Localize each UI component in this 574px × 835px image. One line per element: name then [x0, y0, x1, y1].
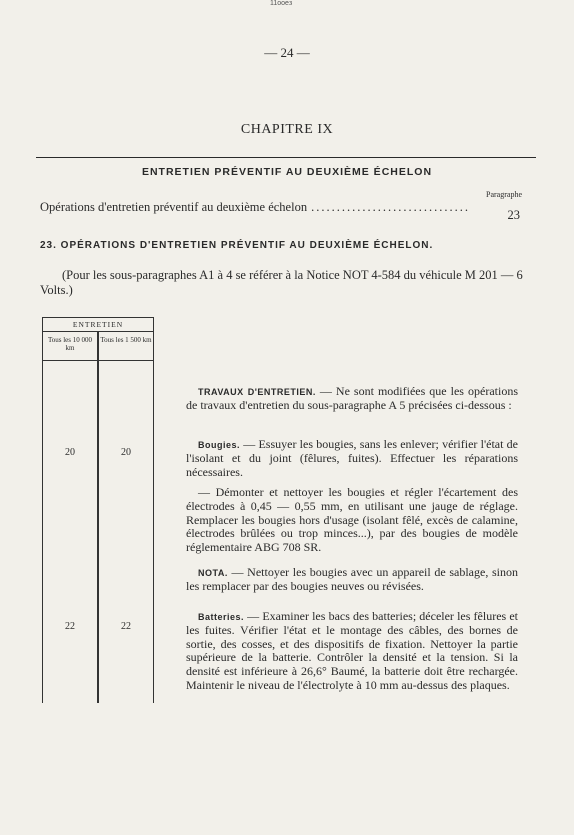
- page-top-mark: 11ooeз: [270, 0, 293, 7]
- chapter-title: CHAPITRE IX: [240, 122, 334, 137]
- travaux-paragraph: [186, 385, 518, 413]
- demonter-paragraph: — Démonter et nettoyer les bougies et régler l'écartement des électrodes à 0,45 — 0,55 mm, en utilisant une jauge de réglage. Remplacer les bougies hors d'usage (isolant fêlé, excès de calamine, électrodes brûlées ou trop minces...), par des bougies de modèle réglementaire ABG 708 SR.: [186, 485, 518, 555]
- toc-entry-text: Opérations d'entretien préventif au deuxième échelon: [40, 200, 308, 214]
- section-23-heading: 23. OPÉRATIONS D'ENTRETIEN PRÉVENTIF AU DEUXIÈME ÉCHELON.: [40, 240, 434, 251]
- batteries-label: Batteries.: [198, 612, 245, 622]
- batteries-paragraph: [186, 610, 518, 693]
- bougies-paragraph: [186, 438, 518, 479]
- maintenance-table: [42, 317, 154, 703]
- nota-label: NOTA.: [198, 568, 228, 578]
- toc-dots: ...............................: [311, 200, 470, 214]
- page-number: — 24 —: [264, 45, 310, 60]
- toc-entry-number: 23: [507, 208, 520, 222]
- column-label-1500km: Tous les 1 500 km: [99, 331, 153, 361]
- cell-bougies-1500km: 20: [121, 447, 131, 458]
- cell-bougies-10000km: 20: [65, 447, 75, 458]
- cell-batteries-10000km: 22: [65, 621, 75, 632]
- travaux-label: TRAVAUX D'ENTRETIEN.: [198, 387, 316, 397]
- table-column-1500km: [98, 331, 154, 703]
- bougies-label: Bougies.: [198, 440, 241, 450]
- table-header: ENTRETIEN: [42, 317, 154, 332]
- section-23-intro: (Pour les sous-paragraphes A1 à 4 se référer à la Notice NOT 4-584 du véhicule M 201 — 6 Volts.): [40, 268, 523, 297]
- cell-batteries-1500km: 22: [121, 621, 131, 632]
- batteries-text: — Examiner les bacs des batteries; déceler les fêlures et les fuites. Vérifier l'état et le montage des câbles, des bornes de sortie, des cosses, et des dispositifs de fixation. Nettoyer la partie supérieure de la batterie. Contrôler la densité et la tension. Si la densité est inférieure à 26,6° Baumé, la batterie doit être rechargée. Maintenir le niveau de l'électrolyte à 10 mm au-dessus des plaques.: [186, 609, 518, 692]
- section-title: ENTRETIEN PRÉVENTIF AU DEUXIÈME ÉCHELON: [141, 166, 433, 178]
- toc-column-label: Paragraphe: [486, 190, 522, 199]
- nota-text: — Nettoyer les bougies avec un appareil de sablage, sinon les remplacer par des bougies neuves ou révisées.: [186, 565, 518, 593]
- bougies-text: — Essuyer les bougies, sans les enlever; vérifier l'état de l'isolant et du joint (fêlures, fuites). Effectuer les réparations nécessaires.: [186, 437, 518, 479]
- nota-paragraph: [186, 566, 518, 594]
- divider: [36, 157, 536, 158]
- table-column-10000km: [42, 331, 98, 703]
- column-label-10000km: Tous les 10 000 km: [43, 331, 97, 361]
- toc-entry: [40, 200, 520, 223]
- travaux-text: — Ne sont modifiées que les opérations de travaux d'entretien du sous-paragraphe A 5 précisées ci-dessous :: [186, 384, 518, 412]
